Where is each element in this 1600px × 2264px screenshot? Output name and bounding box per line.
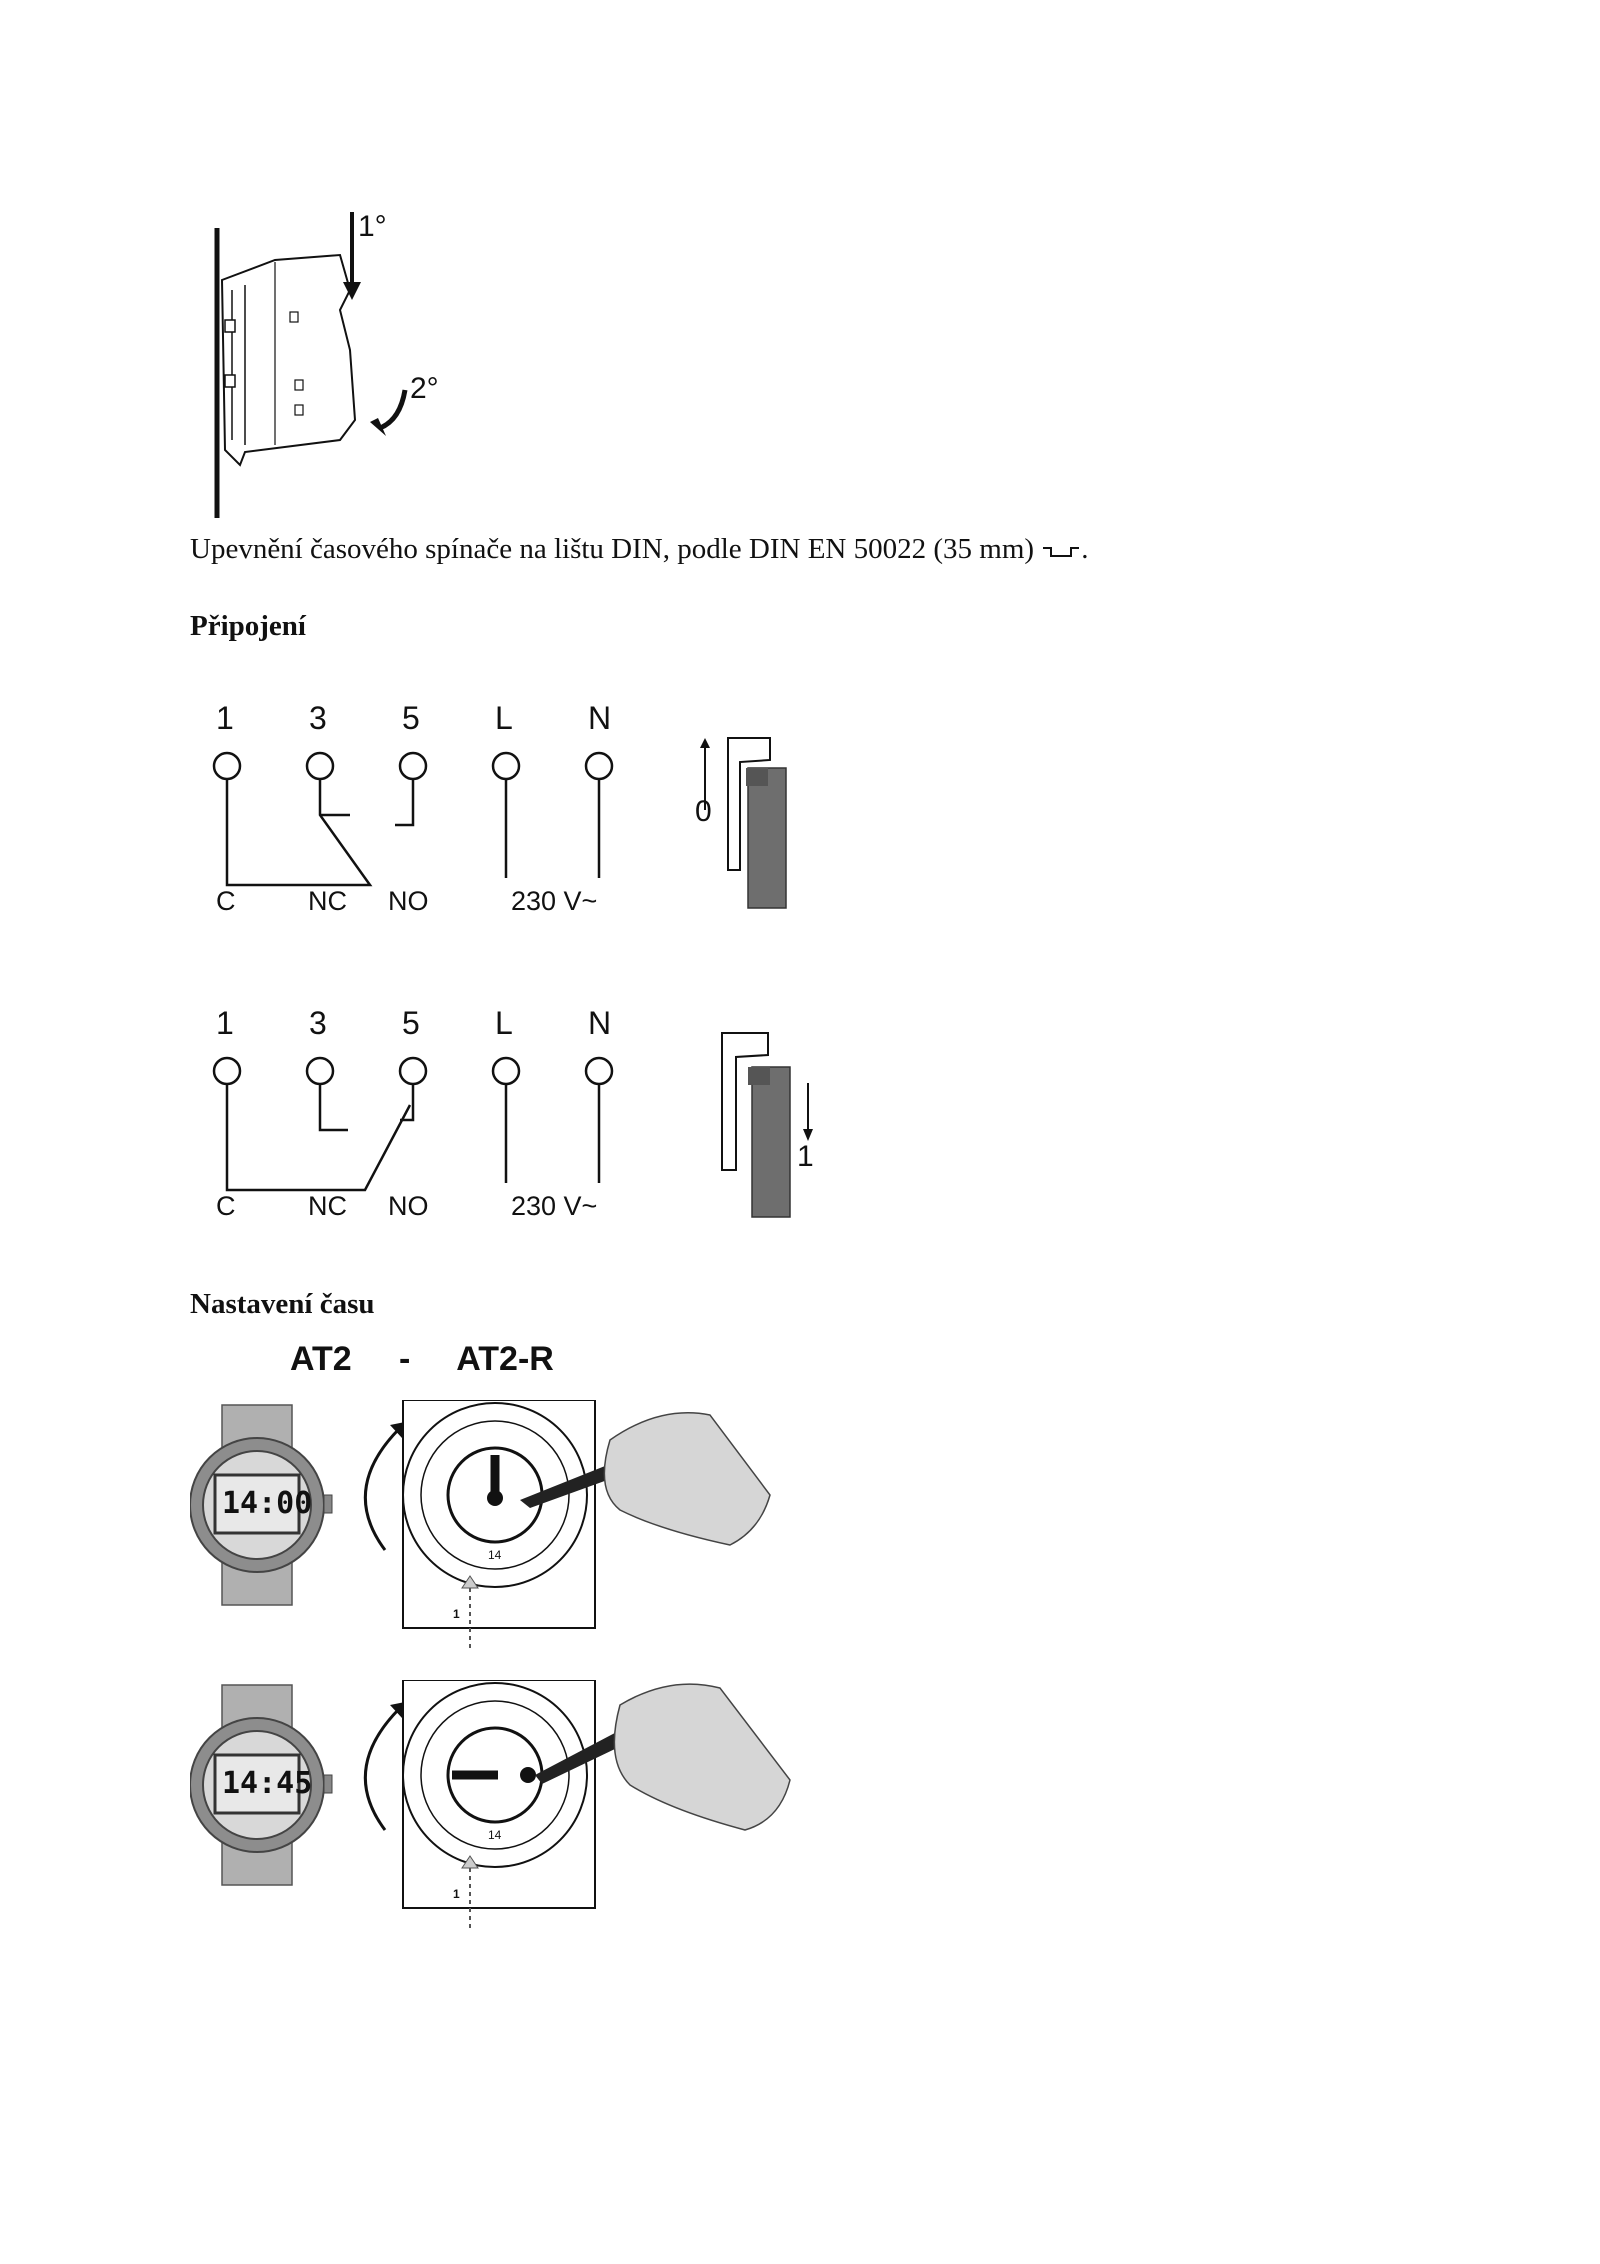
terminal-label: N (588, 700, 612, 736)
mount-step-2-label: 2° (410, 372, 439, 405)
terminal-label: L (495, 1005, 513, 1041)
terminal-label: 5 (402, 700, 420, 736)
terminal-label: 1 (216, 700, 234, 736)
pointer-label: 1 (453, 1607, 460, 1621)
mounting-caption-end: . (1081, 533, 1089, 565)
terminal-label: 3 (309, 1005, 327, 1041)
mounting-caption (190, 533, 1089, 566)
watch-time-display: 14:45 (222, 1766, 313, 1801)
contact-label: NO (388, 886, 429, 916)
watch-time-display: 14:00 (222, 1486, 313, 1521)
terminal-label: 3 (309, 700, 327, 736)
contact-label: NC (308, 1191, 347, 1221)
terminal-label: 5 (402, 1005, 420, 1041)
pointer-label: 1 (453, 1887, 460, 1901)
supply-label: 230 V~ (511, 886, 598, 916)
contact-label: NC (308, 886, 347, 916)
time-example-0 (190, 1400, 810, 1650)
din-rail-icon (1041, 542, 1081, 560)
wiring-diagram-1 (200, 1005, 820, 1235)
model-names: AT2 - AT2-R (290, 1340, 554, 1378)
switch-state-label: 0 (695, 795, 712, 828)
contact-label: NO (388, 1191, 429, 1221)
wiring-diagram-0 (200, 700, 820, 930)
supply-label: 230 V~ (511, 1191, 598, 1221)
mount-step-1-label: 1° (358, 210, 387, 243)
time-example-1 (190, 1680, 830, 1930)
dial-mark: 14 (488, 1828, 502, 1842)
terminal-label: N (588, 1005, 612, 1041)
time-example-graphic (190, 1680, 830, 1930)
contact-label: C (216, 1191, 236, 1221)
time-example-graphic (190, 1400, 810, 1650)
terminal-label: L (495, 700, 513, 736)
switch-state-label: 1 (797, 1140, 814, 1173)
terminal-label: 1 (216, 1005, 234, 1041)
connection-heading: Připojení (190, 610, 306, 642)
mounting-caption-text: Upevnění časového spínače na lištu DIN, podle DIN EN 50022 (35 mm) (190, 533, 1035, 565)
dial-mark: 14 (488, 1548, 502, 1562)
contact-label: C (216, 886, 236, 916)
time-setting-heading: Nastavení času (190, 1288, 375, 1320)
din-rail-mounting-figure (200, 200, 500, 530)
